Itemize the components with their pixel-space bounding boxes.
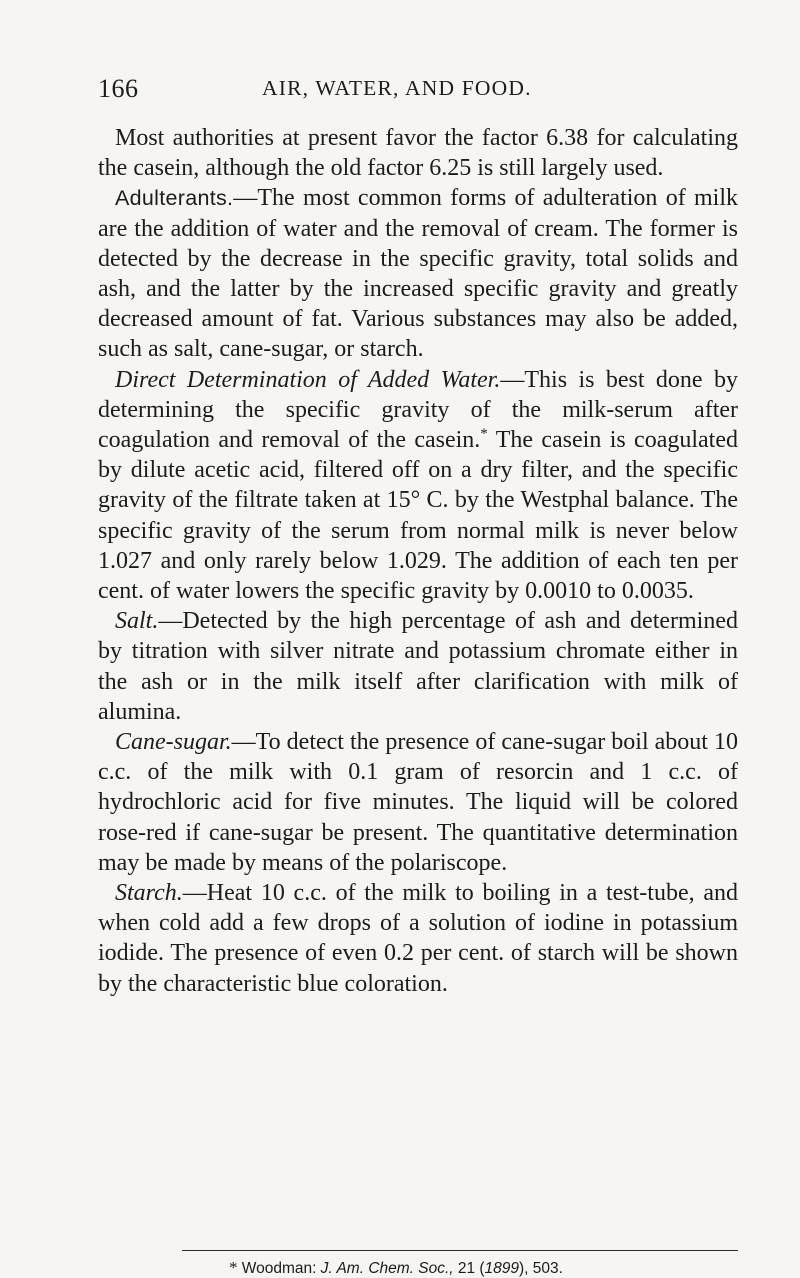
footnote-year-close: ), bbox=[519, 1260, 529, 1277]
paragraph-cane-sugar bbox=[98, 727, 738, 878]
paragraph-direct-water bbox=[98, 365, 738, 607]
paragraph-adulterants bbox=[98, 183, 738, 364]
footnote-journal: J. Am. Chem. Soc., bbox=[320, 1260, 454, 1277]
page-number: 166 bbox=[98, 74, 139, 103]
adulterants-text: —The most common forms of adulteration of milk are the addition of water and the removal of cream. The former is detected by the decrease in the specific gravity, total solids and ash, and the latter by the increased specific gravity and greatly decreased amount of fat. Various substances may also be added, such as salt, cane-sugar, or starch. bbox=[98, 185, 738, 363]
starch-heading: Starch. bbox=[115, 880, 183, 907]
paragraph-salt bbox=[98, 606, 738, 727]
starch-text: —Heat 10 c.c. of the milk to boiling in a test-tube, and when cold add a few drops of a solution of iodine in potassium iodide. The presence of even 0.2 per cent. of starch will be shown by the characteristic blue coloration. bbox=[98, 880, 738, 997]
footnote-reference: * bbox=[480, 426, 488, 443]
footnote-author: Woodman: bbox=[241, 1260, 317, 1277]
page-header bbox=[98, 74, 738, 110]
footnote-mark: * bbox=[229, 1258, 238, 1277]
running-title: AIR, WATER, AND FOOD. bbox=[262, 76, 532, 100]
footnote-volume: 21 bbox=[457, 1260, 476, 1277]
paragraph-intro bbox=[98, 123, 738, 183]
footnote-divider bbox=[182, 1250, 738, 1251]
salt-text: —Detected by the high percentage of ash and determined by titration with silver nitrate and potassium chromate either in the ash or in the milk itself after clarification with milk of alumina. bbox=[98, 608, 738, 725]
cane-sugar-text: —To detect the presence of cane-sugar boil about 10 c.c. of the milk with 0.1 gram of resorcin and 1 c.c. of hydrochloric acid for five minutes. The liquid will be colored rose-red if cane-sugar be present. The quantitative determination may be made by means of the polariscope. bbox=[98, 729, 738, 876]
salt-heading: Salt. bbox=[115, 608, 159, 635]
direct-water-text-b: The casein is coagulated by dilute acetic acid, filtered off on a dry filter, and the specific gravity of the filtrate taken at 15° C. by the Westphal balance. The specific gravity of the serum from normal milk is never below 1.027 and only rarely below 1.029. The addition of each ten per cent. of water lowers the specific gravity by 0.0010 to 0.0035. bbox=[98, 427, 739, 605]
body-text bbox=[98, 123, 738, 999]
direct-water-heading: Direct Determination of Added Water. bbox=[115, 366, 501, 393]
paragraph-starch bbox=[98, 878, 738, 999]
direct-water-text-a: —This is best done by determining the specific gravity of the milk-serum after coagulation and removal of the casein. bbox=[98, 366, 738, 454]
cane-sugar-heading: Cane-sugar. bbox=[115, 729, 232, 756]
adulterants-heading: Adulterants. bbox=[115, 186, 234, 211]
footnote-year-open: ( bbox=[479, 1260, 485, 1277]
footnote bbox=[229, 1258, 563, 1278]
footnote-year: 1899 bbox=[484, 1260, 520, 1277]
paragraph-intro-text: Most authorities at present favor the factor 6.38 for calculating the casein, although the old factor 6.25 is still largely used. bbox=[98, 125, 738, 182]
footnote-page: 503. bbox=[532, 1260, 563, 1277]
